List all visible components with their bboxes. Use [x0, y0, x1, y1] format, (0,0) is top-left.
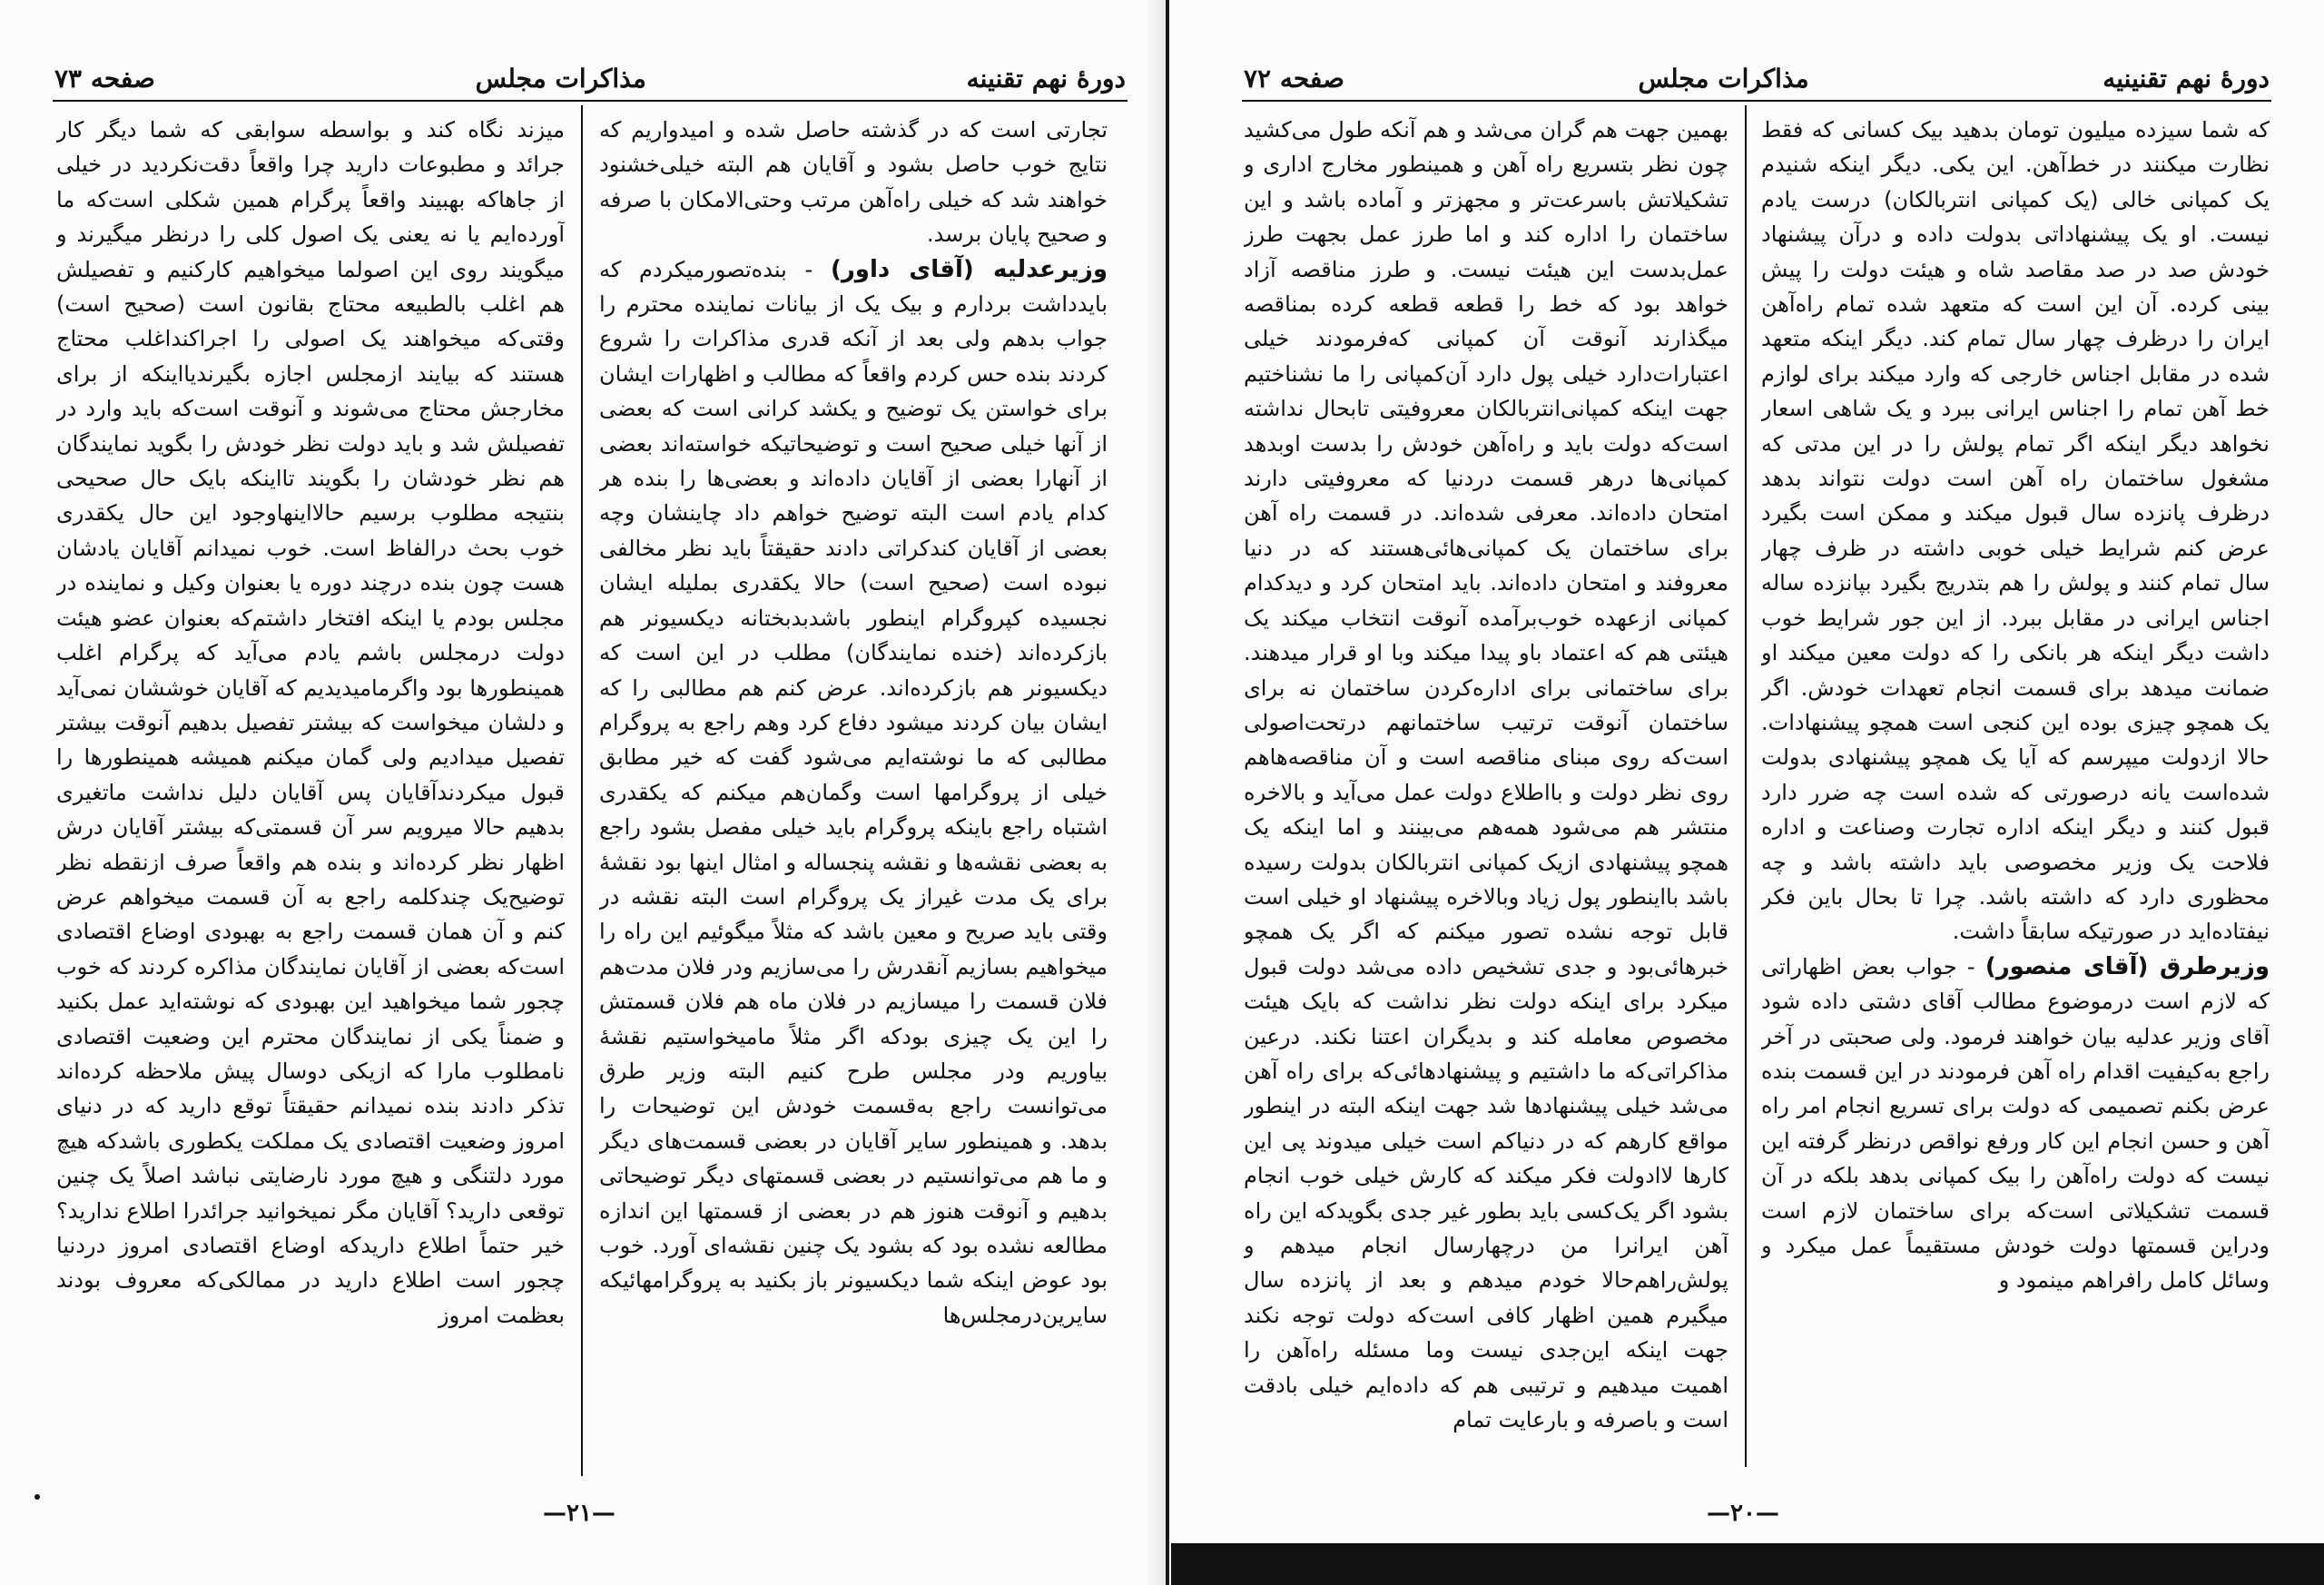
right-page-footer-number: —۲۰— — [1707, 1500, 1779, 1527]
paragraph — [1761, 950, 2270, 1298]
left-header-rule — [53, 100, 1128, 102]
left-page-right-column — [599, 113, 1108, 1492]
paragraph: که شما سیزده میلیون تومان بدهید بیک کسانی که فقط نظارت میکنند در خط‌آهن. این یکی. دیگر اینکه شنیدم یک کمپانی خالی (یک کمپانی انتربالکان) درست یادم نیست. او یک پیشنهاداتی بدولت داده و درآن پیشنهاد خودش صد در صد مقاصد شاه و هیئت دولت را پیش بینی کرده. آن این است که متعهد شده تمام راه‌آهن ایران را درظرف چهار سال تمام کند. دیگر اینکه متعهد شده در مقابل اجناس خارجی که وارد میکند برای لوازم خط آهن تمام را اجناس ایرانی ببرد و یک شاهی اسعار نخواهد دیگر اینکه اگر تمام پولش را در این مدتی که مشغول ساختمان راه آهن است دولت نتواند بدهد درظرف پانزده سال قبول میکند و ممکن است بگیرد عرض کنم شرایط خیلی خوبی داشته در ظرف چهار سال تمام کنند و پولش را هم بتدریج بگیرد بپانزده ساله اجناس ایرانی در مقابل ببرد. از این جور شرایط خوب داشت دیگر اینکه هر بانکی را که دولت معین میکند او ضمانت میدهد برای قسمت انجام تعهدات خودش. اگر یک همچو چیزی بوده این کنجی است همچو پیشنهادات. حالا ازدولت میپرسم که آیا یک همچو پیشنهادی بدولت شده‌است یانه درصورتی که شده است چه ضرر دارد قبول کنند و دیگر اینکه اداره تجارت وصناعت و اداره فلاحت یک وزیر مخصوصی باید داشته باشد و چه محظوری دارد که داشته باشد. چرا تا بحال باین فکر نیفتاده‌اید در صورتیکه سابقاً داشت. — [1761, 117, 2270, 945]
left-session-label: دورهٔ نهم تقنینه — [966, 63, 1126, 94]
right-page — [1171, 0, 2324, 1585]
gutter-shadow — [1146, 0, 1166, 1585]
paragraph: تجارتی است که در گذشته حاصل شده و امیدواریم که نتایج خوب حاصل بشود و آقایان هم البته خیلی‌خشنود خواهند شد که خیلی راه‌آهن مرتب وحتی‌الامکان با صرفه و صحیح پایان برسد. — [599, 117, 1108, 248]
left-page-left-column — [56, 113, 565, 1492]
speaker-name: وزیرطرق (آقای منصور) — [1984, 952, 2270, 980]
left-page-number-label: صفحه ۷۳ — [54, 63, 155, 94]
paragraph — [599, 252, 1108, 1334]
margin-mark — [34, 1494, 40, 1500]
left-running-title: مذاکرات مجلس — [475, 63, 646, 94]
speech-text: - بنده‌تصورمیکردم که بایدداشت بردارم و بیک یک از بیانات نماینده محترم را جواب بدهم ولی بعد از آنکه قدری مذاکرات را شروع کردند بنده حس کردم واقعاً که مطالب و اظهارات ایشان برای خواستن یک توضیح و یکشد کرانی است که بعضی از آنها خیلی صحیح است و توضیحاتیکه خواسته‌اند بعضی از آنهارا بعضی از آقایان داده‌اند و بعضی‌ها را بنده هر کدام یادم است البته توضیح خواهم داد چاینشان وچه بعضی از آقایان کندکراتی دادند حقیقتاً باید نظر مخالفی نبوده است (صحیح است) حالا یکقدری بملیله ایشان نجسیده کپروگرام اینطور باشدبدبختانه دیکسیونر هم بازکرده‌اند (خنده نمایندگان) مطلب در این است که دیکسیونر هم بازکرده‌اند. عرض کنم هم مطالبی را که ایشان بیان کردند میشود دفاع کرد وهم راجع به پروگرام مطالبی که ما نوشته‌ایم می‌شود گفت که خیر مطابق خیلی از پروگرامها است وگمان‌هم میکنم که یکقدری اشتباه راجع باینکه پروگرام باید خیلی مفصل بشود راجع به بعضی نقشه‌ها و نقشه پنجساله و امثال اینها بود نقشهٔ برای یک مدت غیراز یک پروگرام است البته نقشه در وقتی باید صریح و معین باشد که مثلاً میگوئیم این راه را میخواهیم بسازیم آنقدرش را می‌سازیم ودر فلان مدت‌هم فلان قسمت را میسازیم در فلان ماه هم فلان قسمتش را این یک چیزی بودکه اگر مثلاً مامیخواستیم نقشهٔ بیاوریم ودر مجلس طرح کنیم البته وزیر طرق می‌توانست راجع به‌قسمت خودش این توضیحات را بدهد. و همینطور سایر آقایان در بعضی قسمت‌های دیگر و ما هم می‌توانستیم در بعضی قسمتهای دیگر توضیحاتی بدهیم و آنوقت هنوز هم در بعضی از قسمتها این اندازه مطالعه نشده بود که بشود یک چنین نقشه‌ای آورد. خوب بود عوض اینکه شما دیکسیونر باز بکنید به پروگرامهائیکه سایرین‌درمجلس‌ها — [599, 256, 1108, 1328]
right-page-number-label: صفحه ۷۲ — [1244, 63, 1344, 94]
book-gutter — [1166, 0, 1169, 1585]
left-page-header — [54, 56, 1126, 100]
right-page-right-column — [1761, 113, 2270, 1483]
right-header-rule — [1242, 100, 2271, 102]
speaker-name: وزیرعدلیه (آقای داور) — [830, 255, 1108, 283]
right-running-title: مذاکرات مجلس — [1638, 63, 1809, 94]
paragraph: بهمین جهت هم گران می‌شد و هم آنکه طول می‌کشید چون نظر بتسریع راه آهن و همینطور مخارج اداری و تشکیلاتش باسرعت‌تر و مجهزتر و آماده باشد و این ساختمان را اداره کند و اما طرز عمل بجهت طرز عمل‌بدست این هیئت نیست. و طرز مناقصه آزاد خواهد بود که خط را قطعه قطعه کرده بمناقصه میگذارند آنوقت آن کمپانی که‌فرمودند خیلی اعتبارات‌دارد خیلی پول دارد آن‌کمپانی را ما نشناختیم جهت اینکه کمپانی‌انتربالکان معروفیتی تابحال نداشته است‌که دولت باید و راه‌آهن خودش را بدست اوبدهد کمپانی‌ها درهر قسمت دردنیا که معروفیتی دارند امتحان داده‌اند. معرفی شده‌اند. در قسمت راه آهن برای ساختمان یک کمپانی‌هائی‌هستند که در دنیا معروفند و امتحان داده‌اند. باید امتحان کرد و دیدکدام کمپانی ازعهده خوب‌برآمده آنوقت انتخاب میکند یک هیئتی هم که اعتماد باو پیدا میکند وبا او قرار میدهند. برای ساختمانی برای اداره‌کردن ساختمان نه برای ساختمان آنوقت ترتیب ساختمانهم درتحت‌اصولی است‌که روی مبنای مناقصه است و آن مناقصه‌هاهم روی نظر دولت و بااطلاع دولت عمل می‌آید و بالاخره منتشر هم می‌شود همه‌هم می‌بینند و اما اینکه یک همچو پیشنهادی ازیک کمپانی انتربالکان بدولت رسیده باشد بااینطور پول زیاد وبالاخره پیشنهاد او خیلی است قابل توجه نشده تصور میکنم که اگر یک همچو خبرهائی‌بود و جدی تشخیص داده می‌شد دولت قبول میکرد برای اینکه دولت نظر نداشت که بایک هیئت مخصوص معامله کند و بدیگران اعتنا نکند. درعین مذاکراتی‌که ما داشتیم و پیشنهادهائی‌که برای راه آهن می‌شد خیلی پیشنهادها شد جهت اینکه البته در اینطور مواقع کارهم که در دنیاکم است خیلی میدوند پی این کارها لاادولت فکر میکند که کارش خیلی خوب انجام بشود اگر یک‌کسی باید بطور غیر جدی بگویدکه این راه آهن ایرانرا من درچهارسال انجام میدهم و پولش‌راهم‌حالا خودم میدهم و بعد از پانزده سال میگیرم همین اظهار کافی است‌که دولت توجه نکند جهت اینکه این‌جدی نیست وما مسئله راه‌آهن را اهمیت میدهیم و ترتیبی هم که داده‌ایم خیلی بادقت است و باصرفه و بارعایت تمام — [1244, 117, 1728, 1433]
right-column-divider — [1745, 105, 1747, 1467]
right-session-label: دورهٔ نهم تقنینیه — [2102, 63, 2270, 94]
page-bottom-edge — [1171, 1543, 2324, 1585]
left-page-footer-number: —۲۱— — [543, 1500, 615, 1527]
left-column-divider — [581, 105, 583, 1476]
paragraph: میزند نگاه کند و بواسطه سوابقی که شما دیگر کار جرائد و مطبوعات دارید چرا واقعاً دقت‌نکردید در خیلی از جاهاکه بهبیند واقعاً پرگرام همین شکلی است‌که ما آورده‌ایم یا نه یعنی یک اصول کلی را درنظر میگیرند و میگویند روی این اصولما میخواهیم کارکنیم و تفصیلش هم اغلب بالطبیعه محتاج بقانون است (صحیح است) وقتی‌که میخواهند یک اصولی را اجراکنداغلب محتاج هستند که بیایند ازمجلس اجازه بگیرندیااینکه از برای مخارجش محتاج می‌شوند و آنوقت است‌که باید وارد در تفصیلش شد و باید دولت نظر خودش را بگوید نمایندگان هم نظر خودشان را بگویند تااینکه بایک حال صحیحی بنتیجه مطلوب برسیم حالااینهاوجود این حال یکقدری خوب بحث درالفاظ است. خوب نمیدانم آقایان یادشان هست چون بنده درچند دوره یا بعنوان وکیل و نماینده در مجلس بودم یا اینکه افتخار داشتم‌که بعنوان عضو هیئت دولت درمجلس باشم یادم می‌آید که پرگرام اغلب همینطورها بود واگرمامیدیدیم که آقایان خوششان نمی‌آید و دلشان میخواست که بیشتر تفصیل بدهیم آنوقت بیشتر تفصیل میدادیم ولی گمان میکنم همیشه همینطورها را قبول میکردندآقایان پس آقایان دلیل نداشت ماتغیری بدهیم حالا میرویم سر آن قسمتی‌که بیشتر آقایان درش اظهار نظر کرده‌اند و بنده هم واقعاً صرف ازنقطه نظر توضیح‌یک چندکلمه راجع به آن قسمت میخواهم عرض کنم و آن همان قسمت راجع به بهبودی اوضاع اقتصادی است‌که بعضی از آقایان نمایندگان مذاکره کردند که خوب چجور شما میخواهید این بهبودی که نوشته‌اید عمل بکنید و ضمناً یکی از نمایندگان محترم این وضعیت اقتصادی نامطلوب مارا که ازیکی دوسال پیش ملاحظه کرده‌اند تذکر دادند بنده نمیدانم حقیقتاً توقع دارید که در دنیای امروز وضعیت اقتصادی یک مملکت یکطوری باشدکه هیچ مورد دلتنگی و هیچ مورد نارضایتی نباشد اصلاً یک چنین توقعی دارید؟ آقایان مگر نمیخوانید جرائدرا اطلاع ندارید؟ خیر حتماً اطلاع دارید‌که اوضاع اقتصادی امروز دردنیا چجور است اطلاع دارید در ممالکی‌که معروف بودند بعظمت امروز — [56, 117, 565, 1328]
right-page-header — [1244, 56, 2270, 100]
speech-text: - جواب بعض اظهاراتی که لازم است درموضوع مطالب آقای دشتی داده شود آقای وزیر عدلیه بیان خواهند فرمود. ولی صحبتی در آخر راجع به‌کیفیت اقدام راه آهن فرمودند در این قسمت بنده عرض بکنم تصمیمی که دولت برای تسریع انجام امر راه آهن و حسن انجام این کار ورفع نواقص درنظر گرفته این نیست که دولت راه‌آهن را بیک کمپانی بدهد بلکه در آن قسمت تشکیلاتی است‌که برای ساختمان لازم است ودراین قسمتها دولت خودش مستقیماً عمل میکرد و وسائل کامل رافراهم مینمود و — [1761, 953, 2270, 1294]
right-page-left-column — [1244, 113, 1728, 1483]
